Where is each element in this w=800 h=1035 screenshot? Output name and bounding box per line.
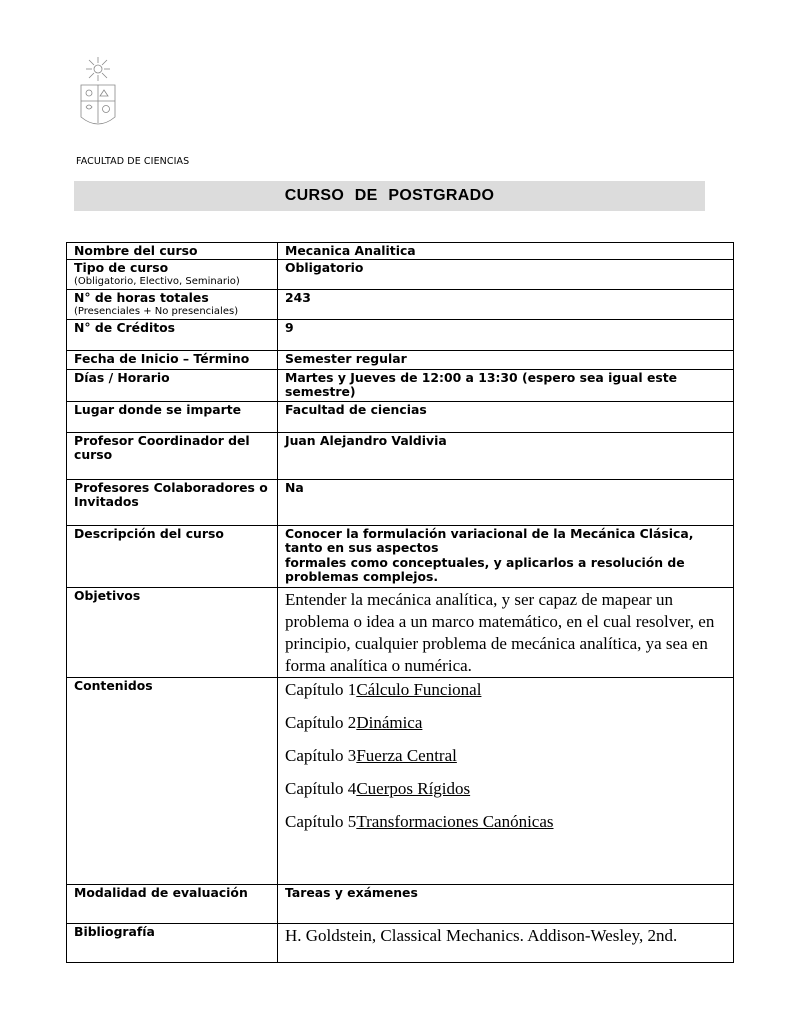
place-value: Facultad de ciencias xyxy=(278,401,734,432)
bibliography-cell xyxy=(278,923,734,962)
row-label: N° de horas totales xyxy=(74,289,209,305)
row-label: Contenidos xyxy=(67,677,278,884)
row-label-cell xyxy=(67,259,278,289)
chapter-prefix: Capítulo 2 xyxy=(285,712,357,732)
dates-value: Semester regular xyxy=(278,350,734,369)
row-label: Nombre del curso xyxy=(67,243,278,260)
chapter-title: Dinámica xyxy=(356,712,423,732)
table-row xyxy=(67,319,734,350)
credits-value: 9 xyxy=(278,319,734,350)
row-label: Días / Horario xyxy=(67,369,278,401)
chapter-item xyxy=(285,778,726,800)
row-label: Modalidad de evaluación xyxy=(67,884,278,923)
row-label: Fecha de Inicio – Término xyxy=(67,350,278,369)
row-label: Profesores Colaboradores o Invitados xyxy=(67,479,278,525)
objectives-value: Entender la mecánica analítica, y ser capaz de mapear un problema o idea a un marco matemático, en el cual resolver, en principio, cualquier problema de mecánica analítica, ya sea en forma analítica o numérica. xyxy=(285,589,715,675)
course-info-table xyxy=(66,242,734,963)
row-label: N° de Créditos xyxy=(67,319,278,350)
table-row xyxy=(67,350,734,369)
row-label: Objetivos xyxy=(67,587,278,677)
description-cell xyxy=(278,525,734,587)
chapter-prefix: Capítulo 3 xyxy=(285,745,357,765)
table-row xyxy=(67,259,734,289)
contents-cell xyxy=(278,677,734,884)
row-label: Tipo de curso xyxy=(74,259,169,275)
course-type-value: Obligatorio xyxy=(278,259,734,289)
description-line: Conocer la formulación variacional de la Mecánica Clásica, tanto en sus aspectos xyxy=(285,525,694,555)
table-row xyxy=(67,289,734,319)
chapter-prefix: Capítulo 1 xyxy=(285,679,357,699)
row-sublabel: (Presenciales + No presenciales) xyxy=(74,306,239,317)
table-row xyxy=(67,479,734,525)
table-row xyxy=(67,884,734,923)
total-hours-value: 243 xyxy=(278,289,734,319)
description-line: formales como conceptuales, y aplicarlos a resolución de problemas complejos. xyxy=(285,554,685,584)
table-row xyxy=(67,432,734,479)
chapter-prefix: Capítulo 4 xyxy=(285,778,357,798)
course-name-value: Mecanica Analitica xyxy=(278,243,734,260)
page-title: CURSO DE POSTGRADO xyxy=(284,187,495,204)
bibliography-value: H. Goldstein, Classical Mechanics. Addison-Wesley, 2nd. xyxy=(285,925,678,945)
table-row xyxy=(67,677,734,884)
evaluation-value: Tareas y exámenes xyxy=(278,884,734,923)
table-row xyxy=(67,243,734,260)
coordinator-value: Juan Alejandro Valdivia xyxy=(278,432,734,479)
row-label-cell xyxy=(67,289,278,319)
table-row xyxy=(67,401,734,432)
collaborators-value: Na xyxy=(278,479,734,525)
row-label: Profesor Coordinador del curso xyxy=(67,432,278,479)
page-title-banner xyxy=(74,181,705,211)
table-row xyxy=(67,923,734,962)
chapter-title: Transformaciones Canónicas xyxy=(356,811,554,831)
row-sublabel: (Obligatorio, Electivo, Seminario) xyxy=(74,276,240,287)
table-row xyxy=(67,369,734,401)
chapter-item xyxy=(285,679,726,701)
objectives-cell xyxy=(278,587,734,677)
faculty-name: FACULTAD DE CIENCIAS xyxy=(76,156,190,167)
schedule-value: Martes y Jueves de 12:00 a 13:30 (espero sea igual este semestre) xyxy=(278,369,734,401)
row-label: Lugar donde se imparte xyxy=(67,401,278,432)
chapter-item xyxy=(285,811,726,833)
row-label: Descripción del curso xyxy=(67,525,278,587)
chapter-item xyxy=(285,745,726,767)
table-row xyxy=(67,587,734,677)
row-label: Bibliografía xyxy=(67,923,278,962)
chapter-title: Fuerza Central xyxy=(356,745,457,765)
chapter-item xyxy=(285,712,726,734)
chapter-prefix: Capítulo 5 xyxy=(285,811,357,831)
chapter-title: Cálculo Funcional xyxy=(356,679,482,699)
chapter-title: Cuerpos Rígidos xyxy=(356,778,471,798)
university-seal-logo xyxy=(78,55,118,133)
table-row xyxy=(67,525,734,587)
